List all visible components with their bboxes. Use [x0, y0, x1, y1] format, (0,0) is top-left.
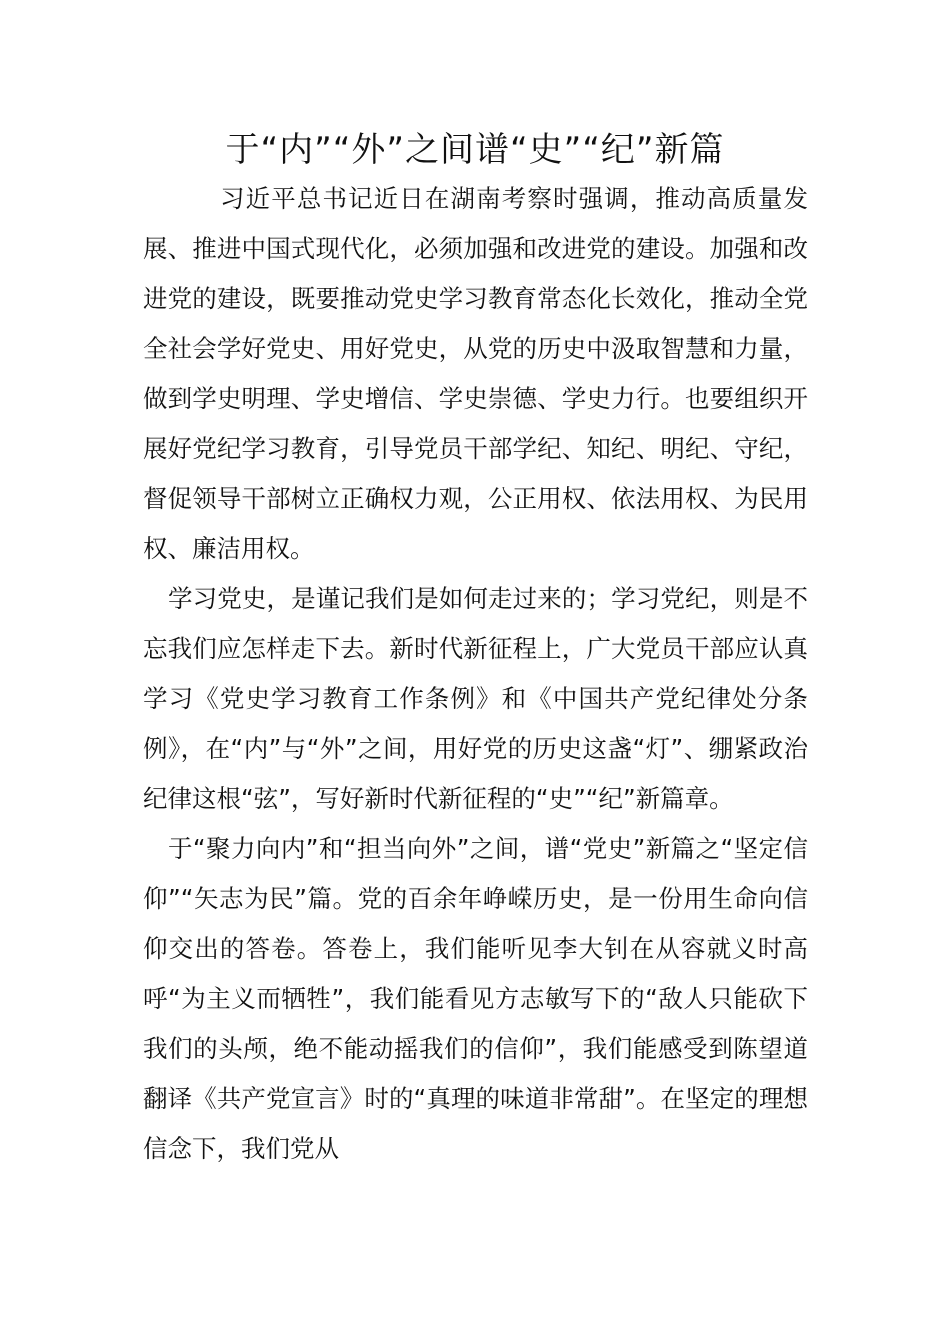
document-body	[143, 174, 808, 1174]
document-title: 于“内”“外”之间谱“史”“纪”新篇	[225, 130, 725, 170]
paragraph-2: 学习党史，是谨记我们是如何走过来的；学习党纪，则是不忘我们应怎样走下去。新时代新征程上，广大党员干部应认真学习《党史学习教育工作条例》和《中国共产党纪律处分条例》，在“内”与“外”之间，用好党的历史这盏“灯”、绷紧政治纪律这根“弦”，写好新时代新征程的“史”“纪”新篇章。	[143, 584, 808, 813]
paragraph-1: 习近平总书记近日在湖南考察时强调，推动高质量发展、推进中国式现代化，必须加强和改进党的建设。加强和改进党的建设，既要推动党史学习教育常态化长效化，推动全党全社会学好党史、用好党史，从党的历史中汲取智慧和力量，做到学史明理、学史增信、学史崇德、学史力行。也要组织开展好党纪学习教育，引导党员干部学纪、知纪、明纪、守纪，督促领导干部树立正确权力观，公正用权、依法用权、为民用权、廉洁用权。	[143, 184, 808, 563]
paragraph-3: 于“聚力向内”和“担当向外”之间，谱“党史”新篇之“坚定信仰”“矢志为民”篇。党的百余年峥嵘历史，是一份用生命向信仰交出的答卷。答卷上，我们能听见李大钊在从容就义时高呼“为主义而牺牲”，我们能看见方志敏写下的“敌人只能砍下我们的头颅，绝不能动摇我们的信仰”，我们能感受到陈望道翻译《共产党宣言》时的“真理的味道非常甜”。在坚定的理想信念下，我们党从	[143, 834, 808, 1163]
